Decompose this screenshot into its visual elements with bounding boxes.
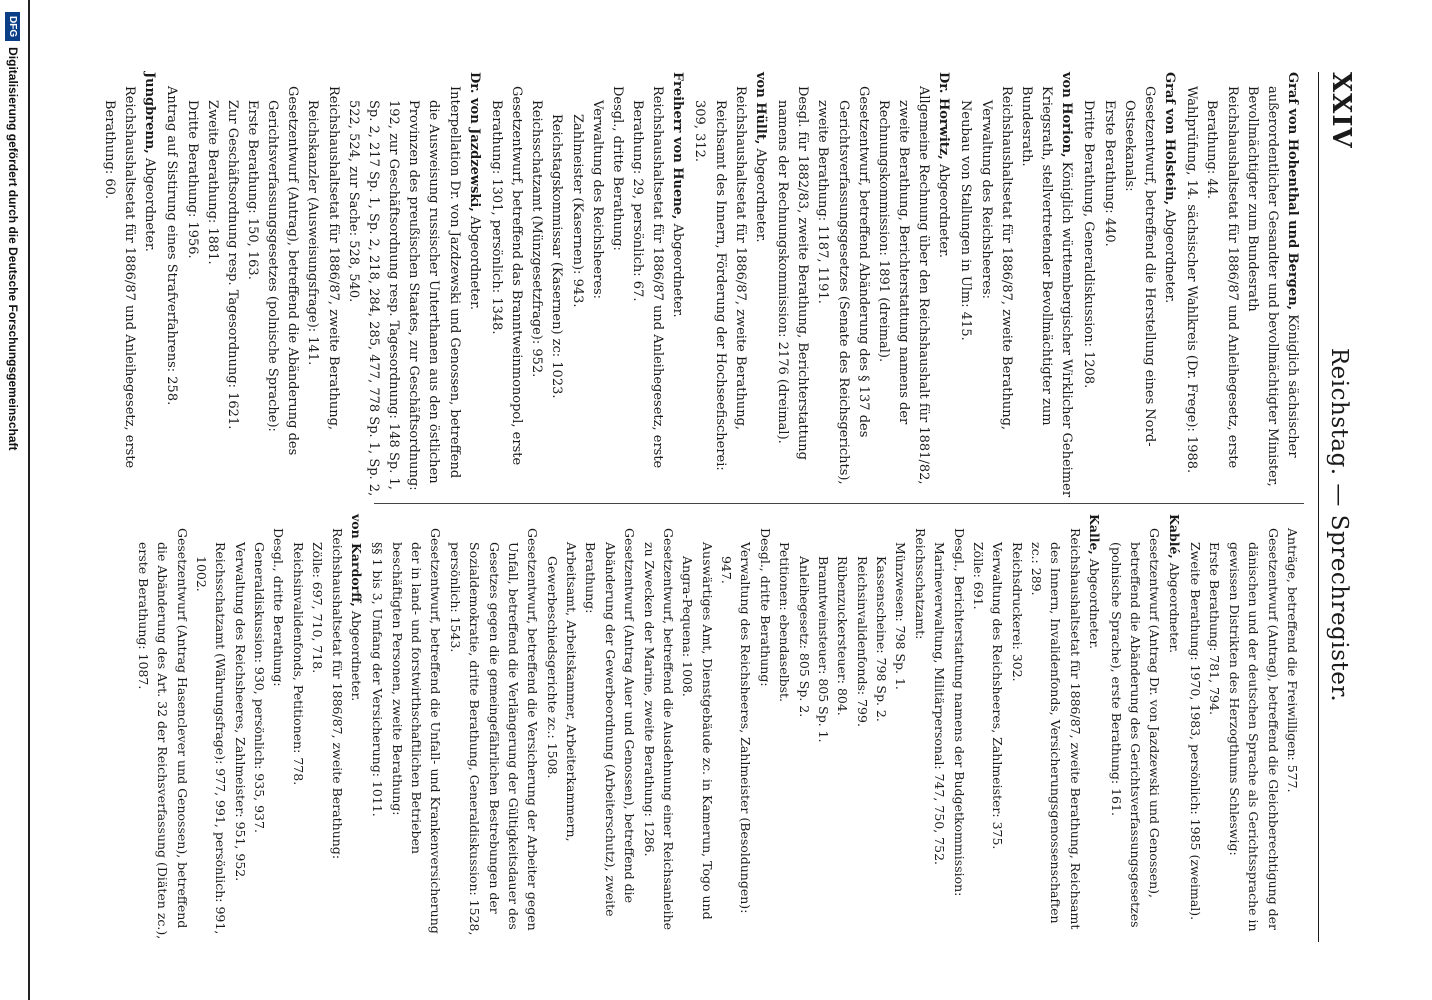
speaker-name: Jungbrenn,: [142, 72, 158, 154]
entry-heading: [933, 72, 953, 500]
right-column: [132, 514, 1303, 942]
register-reference: Reichsinvalidenfonds: 799.: [854, 556, 870, 727]
register-reference: Gesetzentwurf, betreffend das Branntweinmonopol, erste Berathung: 1301, persönlich: 1348.: [488, 86, 525, 466]
entry-heading: [1016, 72, 1076, 500]
entry-heading: [1159, 72, 1179, 500]
register-reference: Interpellation Dr. von Jazdzewski und Genossen, betreffend die Ausweisung russischer Unterthanen aus den östlichen Provinzen des preußischen Staates, zur Geschäftsordnung: 192, zur Geschäftsordnung resp. Tagesordnung: 148 Sp. 1, Sp. 2, 217 Sp. 1, Sp. 2, 218, 284, 285, 477, 778 Sp. 1, Sp. 2, 522, 524, zur Sache: 528, 540.: [345, 86, 462, 497]
register-reference: Reichshaushaltsetat für 1886/87, zweite Berathung:: [329, 528, 345, 860]
register-reference: Antrag auf Sistirung eines Strafverfahrens: 258.: [164, 86, 180, 406]
register-reference: Erste Berathung: 440.: [1101, 100, 1117, 247]
register-reference: Reichshaushaltsetat für 1886/87 und Anleihegesetz, erste Berathung: 44.: [1204, 86, 1240, 469]
speaker-name: Graf von Holstein,: [1162, 72, 1178, 206]
register-reference: Gesetzentwurf, betreffend die Versicherung der Arbeiter gegen Unfall, betreffend die Verlängerung der Gültigkeitsdauer des Gesetzes gegen die gemeingefährlichen Bestrebungen der Sozialdemokratie, dritte Berathung, Generaldiskussion: 1528, persönlich: 1543.: [447, 528, 541, 936]
speaker-name: von Horion,: [1059, 72, 1075, 158]
register-reference: Wahlprüfung, 14. sächsischer Wahlkreis (Dr. Frege): 1988.: [1184, 86, 1200, 474]
register-reference: Reichshaushaltsetat für 1886/87, zweite Berathung, Reichsamt des Innern, Förderung der Hochseefischerei: 309, 312.: [692, 86, 748, 471]
register-reference: Gesetzentwurf (Antrag Auer und Genossen), betreffend die Abänderung der Gewerbeordnung (Arbeiterschutz), zweite Berathung:: [583, 528, 638, 917]
entry-heading: [1085, 514, 1104, 942]
register-reference: Dritte Berathung, Generaldiskussion: 1208.: [1081, 100, 1097, 389]
entry-heading: [1164, 514, 1183, 942]
speaker-role: Abgeordneter.: [752, 148, 768, 243]
speaker-name: von Kardorff,: [349, 514, 364, 607]
register-entry: [1186, 514, 1302, 942]
header-rule: [1318, 72, 1319, 942]
register-reference: Gesetzentwurf (Antrag Hasenclever und Genossen), betreffend die Abänderung des Art. 32 der Reichsverfassung (Diäten zc.), erste Berathung: 1087.: [135, 528, 190, 940]
register-reference: Kassenscheine: 798 Sp. 2.: [874, 556, 890, 722]
speaker-role: Abgeordneter.: [1166, 562, 1182, 654]
register-reference: Reichstagskommissar (Kasernen) zc: 1023.: [549, 114, 565, 399]
running-head: Reichstag. — Sprechregister.: [1326, 347, 1352, 703]
speaker-name: Dr. von Jazdzewski,: [466, 72, 482, 212]
register-reference: Gesetzentwurf (Antrag Dr. von Jazdzewski und Genossen), betreffend die Abänderung des Gerichtsverfassungsgesetzes (polnische Sprache), erste Berathung: 161.: [1108, 528, 1163, 928]
speaker-role: Königlich sächsischer außerordentlicher Gesandter und bevollmächtigter Minister, Bevollmächtigter zum Bundesrath: [1244, 86, 1300, 487]
speaker-role: Abgeordneter.: [670, 223, 686, 318]
register-entry: [1106, 514, 1184, 942]
register-entry: [955, 72, 1076, 500]
column-divider: [374, 503, 1304, 504]
register-reference: Auswärtiges Amt, Dienstgebäude zc. in Kamerun, Togo und Angra-Pequena: 1008.: [680, 542, 715, 920]
register-reference: Verwaltung des Reichsheeres, Zahlmeister (Besoldungen): 947.: [719, 542, 754, 914]
register-entry: [486, 72, 688, 500]
register-reference: Anträge, betreffend die Freiwilligen: 577.: [1285, 528, 1300, 793]
register-reference: Branntweinsteuer: 805 Sp. 1.: [816, 556, 831, 743]
register-reference: Reichshaushaltsetat für 1886/87 und Anleihegesetz, erste Berathung: 29, persönlich: 67.: [630, 86, 666, 469]
register-entry: [1181, 72, 1302, 500]
register-reference: Reichshaushaltsetat für 1886/87, zweite Berathung, Reichskanzler (Ausweisungsfrage): 141.: [305, 86, 341, 431]
register-reference: Desgl., Berichterstattung namens der Budgetkommission: Marineverwaltung, Militärpersonal: 747, 750, 752.: [932, 528, 967, 897]
register-reference: §§ 1 bis 3, Umfang der Versicherung: 1011.: [370, 542, 386, 817]
speaker-name: Freiherr von Huene,: [670, 72, 686, 220]
register-reference: Verwaltung des Reichsheeres, Zahlmeister: 375.: [990, 542, 1006, 850]
register-reference: Reichsschatzamt (Währungsfrage): 977, 991, persönlich: 991, 1002.: [194, 542, 229, 935]
register-reference: Desgl., dritte Berathung:: [609, 86, 625, 251]
register-reference: Reichsinvalidenfonds, Petitionen: 778.: [290, 542, 306, 786]
speaker-role: Abgeordneter.: [142, 157, 158, 252]
entry-heading: [750, 72, 770, 500]
entry-heading: [464, 72, 484, 500]
dfg-logo: DFG: [5, 12, 20, 41]
digitization-credit: [0, 0, 30, 1000]
register-reference: Arbeitsamt, Arbeitskammer, Arbeiterkammern, Gewerbeschiedsgerichte zc.: 1508.: [544, 542, 580, 842]
speaker-role: Abgeordneter.: [349, 610, 364, 702]
register-reference: Desgl., dritte Berathung:: [757, 528, 773, 687]
register-reference: Erste Berathung: 150, 163.: [245, 100, 261, 280]
register-reference: Rübenzuckersteuer: 804.: [835, 556, 851, 716]
speaker-role: Abgeordneter.: [466, 216, 482, 311]
register-reference: Zur Geschäftsordnung resp. Tagesordnung: 1621.: [224, 100, 240, 430]
entry-heading: [347, 514, 366, 942]
register-reference: Reichsschatzamt (Münzgesetzfrage): 952.: [529, 100, 545, 378]
speaker-name: von Hüllt,: [752, 72, 768, 145]
register-reference: Gesetzentwurf, betreffend die Ausdehnung einer Reichsanleihe zu Zwecken der Marine, zweite Berathung: 1286.: [641, 528, 676, 931]
register-reference: Generaldiskussion: 930, persönlich: 935, 937.: [252, 542, 268, 833]
speaker-name: Kablé,: [1166, 514, 1182, 559]
register-entry: [134, 514, 367, 942]
register-reference: Gesetzentwurf, betreffend die Unfall- und Krankenversicherung der in land- und forstwirthschaftlichen Betrieben beschäftigten Personen, zweite Berathung:: [389, 528, 444, 934]
register-entry: [99, 72, 159, 500]
register-reference: Anleihegesetz: 805 Sp. 2.: [796, 556, 812, 718]
page-number: XXIV: [1326, 72, 1356, 149]
speaker-role: Abgeordneter.: [936, 163, 952, 258]
register-reference: Gesetzentwurf, betreffend die Herstellung eines Nord-Ostseekanals:: [1121, 86, 1157, 447]
register-reference: Neubau von Stallungen in Ulm: 415.: [958, 100, 974, 341]
speaker-name: Dr. Horwitz,: [936, 72, 952, 160]
entry-heading: [1242, 72, 1302, 500]
entry-heading: [139, 72, 159, 500]
speaker-role: Abgeordneter.: [1087, 558, 1103, 650]
register-reference: Zweite Berathung: 1881.: [204, 100, 220, 265]
register-reference: Erste Berathung: 781, 794.: [1207, 542, 1223, 715]
register-entry: [689, 72, 770, 500]
register-reference: Reichshaushaltsetat für 1886/87, zweite Berathung, Reichsamt des Innern, Invalidenfonds, Versicherungsgenossenschaften zc.: 289.: [1029, 528, 1083, 930]
speaker-role: Königlich württembergischer Wirklicher Geheimer Kriegsrath, stellvertretender Bevollmächtigter zum Bundesrath.: [1018, 86, 1075, 498]
register-reference: Desgl. für 1882/83, zweite Berathung, Berichterstattung namens der Rechnungskommission: 2176 (dreimal).: [775, 86, 811, 460]
register-reference: Reichsdruckerei: 302.: [1009, 542, 1025, 682]
speaker-name: Graf von Hohenthal und Bergen,: [1285, 72, 1300, 311]
register-reference: Desgl., dritte Berathung:: [271, 528, 287, 687]
register-entry: [1078, 72, 1179, 500]
speaker-role: Abgeordneter.: [1162, 209, 1178, 304]
register-reference: Reichshaushaltsetat für 1886/87 und Anleihegesetz, erste Berathung: 60.: [101, 86, 138, 469]
register-reference: Gesetzentwurf (Antrag), betreffend die Gleichberechtigung der dänischen und der deutschen Sprache als Gerichtssprache in gewissen Distrikten des Herzogthums Schleswig:: [1226, 528, 1281, 932]
speaker-name: Kalle,: [1087, 514, 1103, 555]
register-reference: Zweite Berathung: 1970, 1983, persönlich: 1985 (zweimal).: [1188, 542, 1204, 921]
register-reference: Gesetzentwurf (Antrag), betreffend die Abänderung des Gerichtsverfassungsgesetzes (polnische Sprache):: [265, 86, 301, 456]
digitization-credit-text: Digitalisierung gefördert durch die Deutsche Forschungsgemeinschaft: [6, 47, 20, 451]
entry-heading: [667, 72, 687, 500]
register-reference: Zölle: 691.: [971, 542, 986, 610]
register-entry: [772, 72, 953, 500]
register-reference: Zahlmeister (Kasernen): 943.: [569, 114, 585, 308]
register-reference: Reichsschatzamt:: [912, 528, 928, 640]
register-reference: Petitionen: ebendaselbst.: [777, 542, 793, 703]
register-entry: [368, 514, 1104, 942]
register-reference: Dritte Berathung: 1956.: [184, 100, 200, 259]
register-entry: [161, 72, 484, 500]
left-column: [97, 72, 1302, 500]
register-reference: Zölle: 697, 710, 718.: [310, 542, 326, 674]
register-reference: Münzwesen: 798 Sp. 1.: [893, 542, 909, 690]
register-reference: Reichshaushaltsetat für 1886/87, zweite Berathung, Verwaltung des Reichsheeres:: [978, 86, 1014, 431]
register-reference: Verwaltung des Reichsheeres, Zahlmeister: 951, 952.: [232, 542, 248, 882]
register-reference: Allgemeine Rechnung über den Reichshaushalt für 1881/82, zweite Berathung, Berichterstattung namens der Rechnungskommission: 1891 (dreimal).: [875, 86, 932, 485]
register-reference: Gesetzentwurf, betreffend Abänderung des § 137 des Gerichtsverfassungsgesetzes (Senate des Reichsgerichts), zweite Berathung: 1187, 1191.: [815, 86, 871, 485]
register-reference: Verwaltung des Reichsheeres:: [589, 100, 605, 300]
